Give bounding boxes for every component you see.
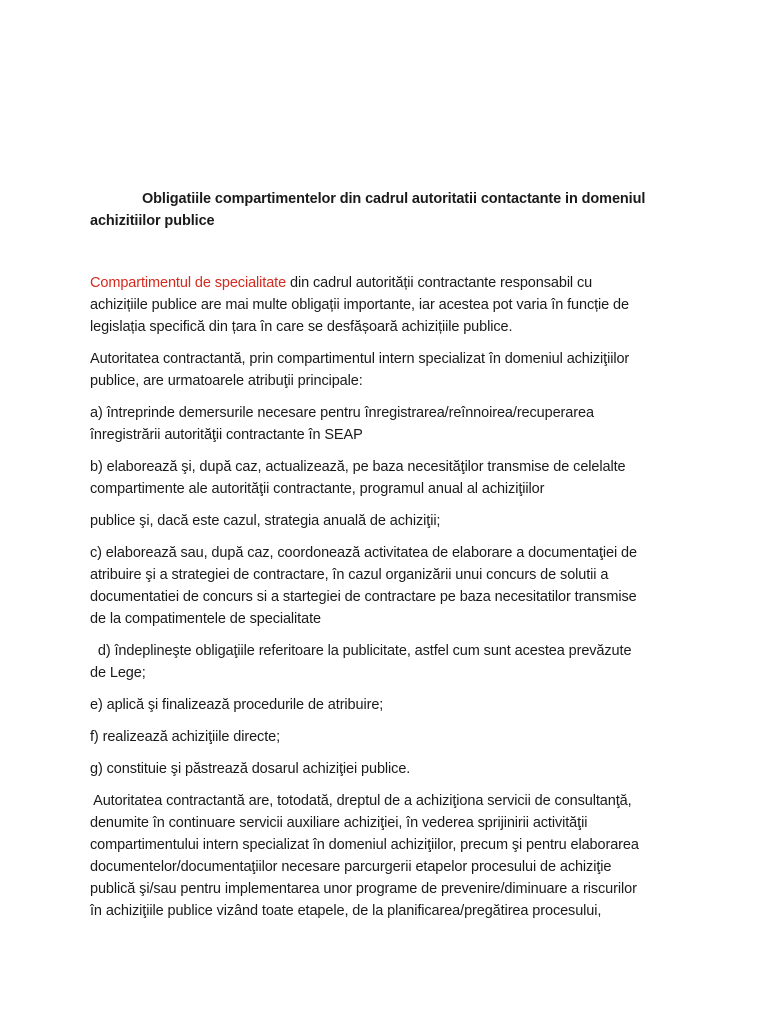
- paragraph-line: de Lege;: [90, 665, 146, 681]
- paragraph-attributions-intro: [90, 348, 690, 392]
- paragraph-line: g) constituie şi păstrează dosarul achiziţiei publice.: [90, 761, 411, 777]
- title-line: Obligatiile compartimentelor din cadrul autoritatii contactante in domeniul: [142, 191, 646, 207]
- paragraph-line: b) elaborează şi, după caz, actualizează, pe baza necesităţilor transmise de celelalte: [90, 459, 626, 475]
- paragraph-line: achizițiile publice are mai multe obligații importante, iar acestea pot varia în funcție de: [90, 297, 629, 313]
- paragraph-line: c) elaborează sau, după caz, coordonează activitatea de elaborare a documentaţiei de: [90, 545, 637, 561]
- paragraph-line: [90, 272, 690, 294]
- paragraph-line: documentatiei de concurs si a startegiei de contractare pe baza necesitatilor transmise: [90, 589, 637, 605]
- document-body: [90, 188, 690, 932]
- list-item-b: [90, 456, 690, 500]
- paragraph-line: publice, are urmatoarele atribuţii principale:: [90, 373, 363, 389]
- list-item-a: [90, 402, 690, 446]
- paragraph-line: documentelor/documentaţiilor necesare parcurgerii etapelor procesului de achiziţie: [90, 859, 612, 875]
- paragraph-line: publice şi, dacă este cazul, strategia anuală de achiziţii;: [90, 513, 441, 529]
- paragraph-line: atribuire şi a strategiei de contractare, în cazul organizării unui concurs de solutii a: [90, 567, 609, 583]
- paragraph-line: f) realizează achiziţiile directe;: [90, 729, 281, 745]
- paragraph-line: compartimente ale autorităţii contractante, programul anual al achiziţiilor: [90, 481, 545, 497]
- title-line: achizitiilor publice: [90, 213, 215, 229]
- list-item-e: [90, 694, 690, 716]
- paragraph-line: legislația specifică din țara în care se desfășoară achizițiile publice.: [90, 319, 513, 335]
- paragraph-intro: [90, 272, 690, 338]
- paragraph-line: Autoritatea contractantă, prin compartimentul intern specializat în domeniul achiziţiilor: [90, 351, 630, 367]
- paragraph-line: în achiziţiile publice vizând toate etapele, de la planificarea/pregătirea procesului,: [90, 903, 602, 919]
- paragraph-line: a) întreprinde demersurile necesare pentru înregistrarea/reînnoirea/recuperarea: [90, 405, 594, 421]
- paragraph-line: de la compatimentele de specialitate: [90, 611, 321, 627]
- list-item-d: [90, 640, 690, 684]
- paragraph-line: denumite în continuare servicii auxiliare achiziţiei, în vederea sprijinirii activităţii: [90, 815, 588, 831]
- paragraph-line: publică şi/sau pentru implementarea unor programe de prevenire/diminuare a riscurilor: [90, 881, 637, 897]
- paragraph-line: e) aplică şi finalizează procedurile de atribuire;: [90, 697, 384, 713]
- paragraph-line: Autoritatea contractantă are, totodată, dreptul de a achiziţiona servicii de consultanţă,: [90, 793, 632, 809]
- highlighted-term: Compartimentul de specialitate: [90, 275, 287, 291]
- paragraph-text: din cadrul autorității contractante responsabil cu: [286, 275, 593, 291]
- list-item-g: [90, 758, 690, 780]
- list-item-f: [90, 726, 690, 748]
- list-item-b-continued: [90, 510, 690, 532]
- document-title: [90, 188, 690, 232]
- list-item-c: [90, 542, 690, 630]
- paragraph-line: d) îndeplineşte obligaţiile referitoare la publicitate, astfel cum sunt acestea prevăzute: [90, 643, 632, 659]
- paragraph-line: compartimentului intern specializat în domeniul achiziţiilor, precum şi pentru elaborarea: [90, 837, 639, 853]
- paragraph-line: înregistrării autorităţii contractante în SEAP: [90, 427, 363, 443]
- paragraph-consultancy: [90, 790, 690, 922]
